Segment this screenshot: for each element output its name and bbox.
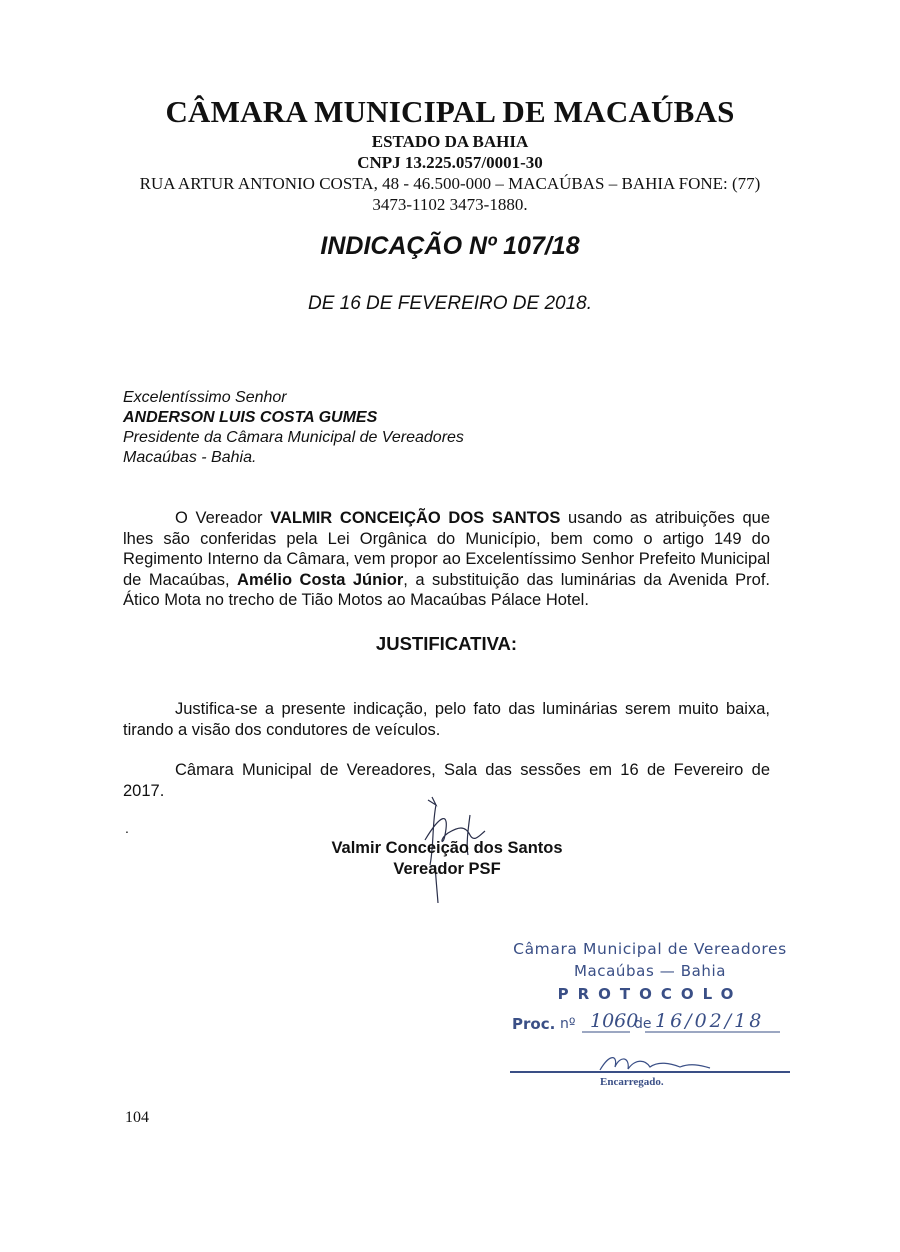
recipient-name: ANDERSON LUIS COSTA GUMES: [123, 409, 378, 426]
address-line: RUA ARTUR ANTONIO COSTA, 48 - 46.500-000 – MACAÚBAS – BAHIA FONE: (77) 3473-1102 3473-1880.: [139, 174, 761, 214]
stamp-number-label: nº: [560, 1016, 576, 1032]
stamp-line-protocol: PROTOCOLO: [557, 985, 743, 1003]
document-date: DE 16 DE FEVEREIRO DE 2018.: [307, 293, 593, 314]
recipient-city: Macaúbas - Bahia.: [123, 449, 257, 466]
stamp-line-city: Macaúbas — Bahia: [573, 962, 727, 980]
author-name: VALMIR CONCEIÇÃO DOS SANTOS: [270, 509, 561, 527]
stamp-line-institution: Câmara Municipal de Vereadores: [513, 940, 787, 958]
stamp-proc-label: Proc.: [512, 1015, 556, 1033]
proposal-text-c: , a substituição das luminárias da Avenida Prof. Ático Mota no trecho de Tião Motos ao Macaúbas Pálace Hotel.: [123, 570, 770, 609]
state-line: ESTADO DA BAHIA: [371, 132, 529, 151]
justification-heading: JUSTIFICATIVA:: [375, 633, 518, 654]
proposal-paragraph: [123, 508, 770, 611]
closing-paragraph: Câmara Municipal de Vereadores, Sala das sessões em 16 de Fevereiro de 2017.: [123, 761, 770, 800]
justification-paragraph: Justifica-se a presente indicação, pelo fato das luminárias serem muito baixa, tirando a visão dos condutores de veículos.: [123, 700, 770, 739]
mayor-name: Amélio Costa Júnior: [237, 570, 404, 589]
stamp-encarregado-label: Encarregado.: [600, 1076, 664, 1088]
signer-name: Valmir Conceição dos Santos: [331, 839, 563, 857]
stamp-process-number: 1060: [590, 1010, 639, 1032]
proposal-text-b: usando as atribuições que lhes são conferidas pela Lei Orgânica do Município, bem como o artigo 149 do Regimento Interno da Câmara, vem propor ao Excelentíssimo Senhor Prefeito Municipal de Macaúbas,: [123, 509, 770, 589]
stamp-de-label: de: [634, 1016, 652, 1032]
institution-title: CÂMARA MUNICIPAL DE MACAÚBAS: [165, 94, 735, 129]
cnpj-line: CNPJ 13.225.057/0001-30: [357, 153, 543, 172]
recipient-role: Presidente da Câmara Municipal de Vereadores: [123, 429, 464, 446]
stamp-process-date: 16/02/18: [655, 1010, 765, 1032]
proposal-text-a: O Vereador: [175, 509, 271, 527]
page-number: 104: [125, 1109, 149, 1126]
signer-role: Vereador PSF: [393, 860, 501, 878]
document-title: INDICAÇÃO Nº 107/18: [320, 232, 580, 260]
recipient-salutation: Excelentíssimo Senhor: [123, 389, 287, 406]
stray-dot: .: [125, 820, 129, 836]
